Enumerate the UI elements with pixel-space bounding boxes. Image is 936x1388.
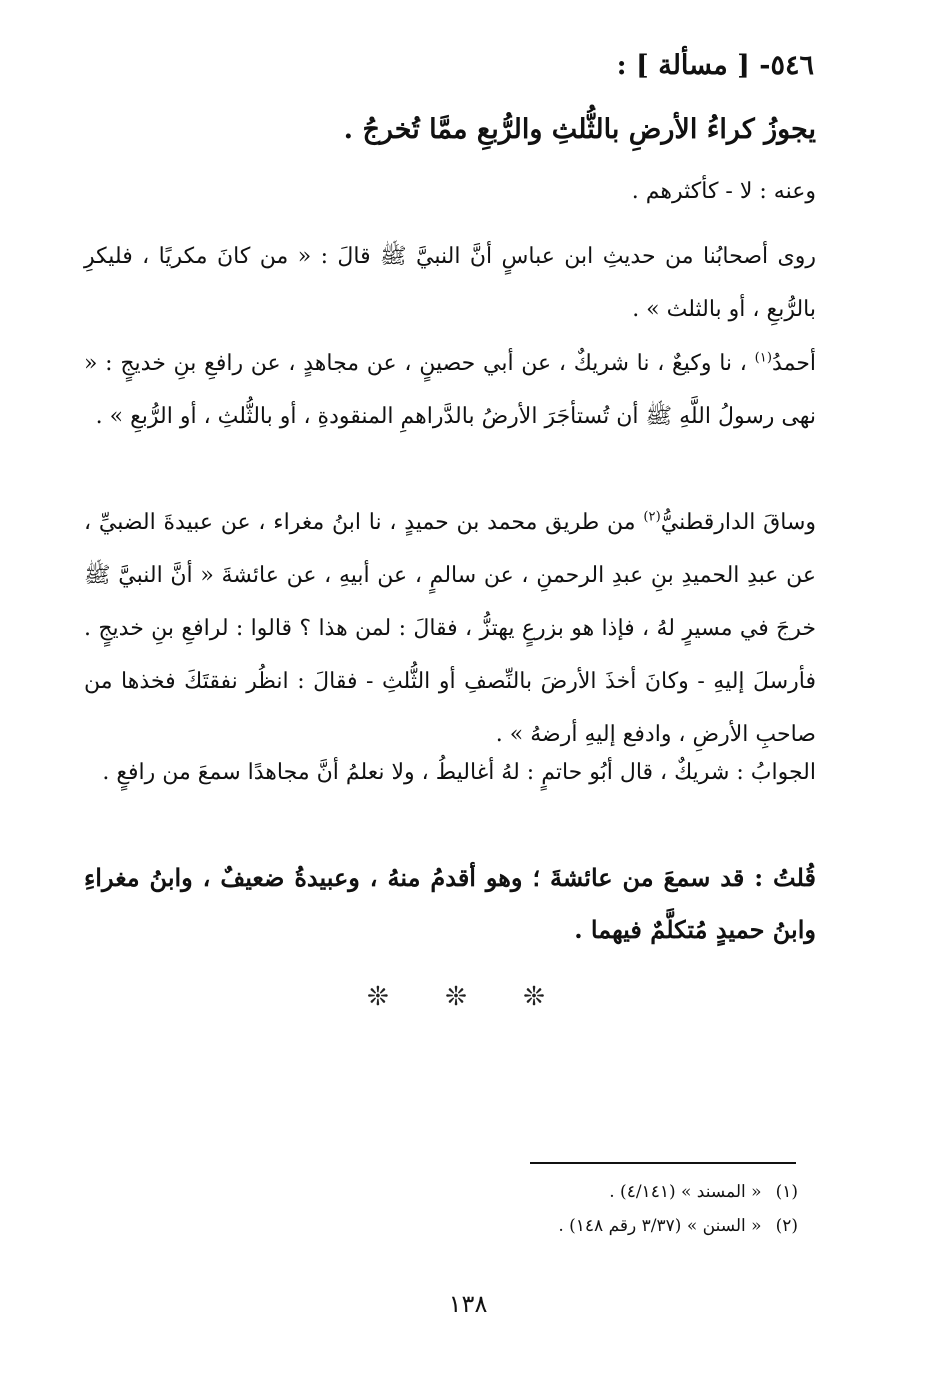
footnote-1 xyxy=(300,1175,798,1209)
page-number: ١٣٨ xyxy=(448,1290,488,1318)
footnote-text: « السنن » (٣/٣٧ رقم ١٤٨) . xyxy=(558,1216,762,1236)
narrator-name: وساقَ الدارقطنيُّ xyxy=(660,510,817,535)
evidence-paragraph-2 xyxy=(84,337,816,443)
footnote-text: « المسند » (٤/١٤١) . xyxy=(609,1182,762,1202)
section-separator: ❊ ❊ ❊ xyxy=(367,982,569,1012)
evidence-paragraph-1: روى أصحابُنا من حديثِ ابن عباسٍ أنَّ النبيَّ ﷺ قالَ : « من كانَ مكريًا ، فليكرِ بالرُّبعِ ، أو بالثلث » . xyxy=(84,244,816,322)
issue-heading: ٥٤٦- [ مسألة ] : xyxy=(616,50,814,81)
footnote-ref-2[interactable]: (٢) xyxy=(643,509,661,525)
paragraph-2-text: ، نا وكيعٌ ، نا شريكٌ ، عن أبي حصينٍ ، عن مجاهدٍ ، عن رافعِ بنِ خديجٍ : « نهى رسولُ اللَّهِ ﷺ أن تُستأجَرَ الأرضُ بالدَّراهمِ المنقودةِ ، أو بالثُّلثِ ، أو الرُّبعِ » . xyxy=(84,351,816,429)
footnote-2 xyxy=(300,1209,798,1243)
footnote-number: (١) xyxy=(775,1182,798,1202)
footnote-number: (٢) xyxy=(775,1216,798,1236)
footnote-divider xyxy=(530,1162,796,1164)
footnote-ref-1[interactable]: (١) xyxy=(754,350,773,366)
ruling-statement: يجوزُ كراءُ الأرضِ بالثُّلثِ والرُّبعِ ممَّا تُخرجُ . xyxy=(343,114,816,145)
answer-paragraph: الجوابُ : شريكٌ ، قال أبُو حاتمٍ : لهُ أغاليطُ ، ولا نعلمُ أنَّ مجاهدًا سمعَ من رافعٍ . xyxy=(102,760,816,785)
footnotes xyxy=(300,1175,798,1243)
paragraph-3-text: من طريق محمد بن حميدٍ ، نا ابنُ مغراء ، عن عبيدةَ الضبيِّ ، عن عبدِ الحميدِ بنِ عبدِ الرحمنِ ، عن سالمٍ ، عن أبيهِ ، عن عائشةَ « أنَّ النبيَّ ﷺ خرجَ في مسيرٍ لهُ ، فإذا هو بزرعٍ يهتزُّ ، فقالَ : لمن هذا ؟ قالوا : لرافعِ بنِ خديجٍ . فأرسلَ إليهِ - وكانَ أخذَ الأرضَ بالنِّصفِ أو الثُّلثِ - فقالَ : انظُر نفقتَكَ فخذها من صاحبِ الأرضِ ، وادفع إليهِ أرضهُ » . xyxy=(84,510,816,747)
evidence-paragraph-3 xyxy=(84,496,816,761)
variant-opinion: وعنه : لا - كأكثرهم . xyxy=(631,179,816,204)
author-remark: قُلتُ : قد سمعَ من عائشةَ ؛ وهو أقدمُ منهُ ، وعبيدةُ ضعيفٌ ، وابنُ مغراءِ وابنُ حميدٍ مُتكلَّمٌ فيهما . xyxy=(84,863,816,944)
narrator-name: أحمدُ xyxy=(772,351,816,376)
